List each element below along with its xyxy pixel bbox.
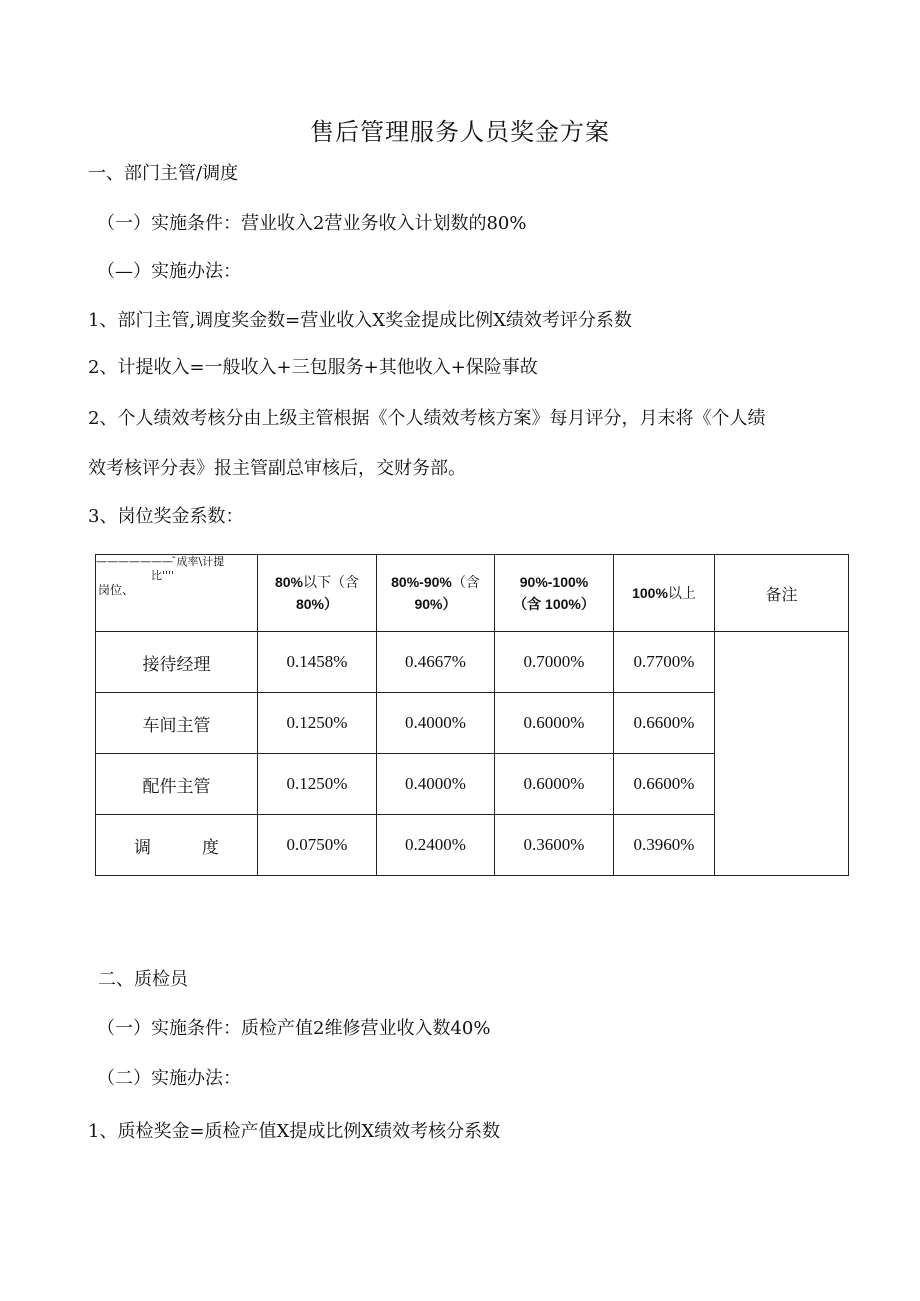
section1-item1: 1、部门主管,调度奖金数=营业收入X奖金提成比例X绩效考评分系数 [88,310,632,331]
header-col-4-bold: 100% [632,585,668,601]
table-row [96,632,849,693]
table-cell: 0.3600% [495,815,614,876]
table-cell: 0.1250% [258,754,377,815]
table-cell: 0.6600% [614,693,715,754]
table-cell: 0.6000% [495,693,614,754]
header-col-4 [614,555,715,632]
table-cell: 0.0750% [258,815,377,876]
section1-heading: 一、部门主管/调度 [88,163,239,184]
header-col-2-rest: （含 [451,574,480,590]
header-col-4-rest: 以上 [667,585,696,601]
section2-heading: 二、质检员 [98,969,188,990]
header-col-2-bold: 80%-90% [391,574,452,590]
corner-bottom-label: 岗位、 [98,583,135,597]
header-col-3-line2: （含 100%） [513,596,595,612]
header-col-2 [377,555,495,632]
table-cell: 0.3960% [614,815,715,876]
header-col-1 [258,555,377,632]
page-title: 售后管理服务人员奖金方案 [310,118,610,146]
section2-method-heading: （二）实施办法： [97,1068,241,1089]
bonus-coefficient-table [95,554,849,876]
section1-method-heading: （—）实施办法： [97,261,241,282]
corner-top-label: ——————— ̄成率\计提 [96,555,225,568]
row-position: 接待经理 [96,632,258,693]
section1-item2: 2、计提收入=一般收入+三包服务+其他收入+保险事故 [88,357,538,378]
header-col-3-bold: 90%-100% [519,574,589,590]
table-corner-header [96,555,258,632]
table-cell: 0.4667% [377,632,495,693]
row-position: 调 度 [96,815,258,876]
notes-cell [715,632,849,876]
table-cell: 0.1458% [258,632,377,693]
header-col-1-bold: 80% [274,574,304,590]
header-col-2-line2: 90%） [414,596,457,612]
section2-condition: （一）实施条件：质检产值2维修营业收入数40% [97,1018,491,1039]
row-position: 配件主管 [96,754,258,815]
table-cell: 0.6600% [614,754,715,815]
table-cell: 0.4000% [377,754,495,815]
header-col-1-line2: 80%） [295,596,339,612]
table-cell: 0.7000% [495,632,614,693]
table-cell: 0.1250% [258,693,377,754]
row-position: 车间主管 [96,693,258,754]
table-cell: 0.2400% [377,815,495,876]
section1-item4: 3、岗位奖金系数： [88,506,244,527]
table-cell: 0.4000% [377,693,495,754]
section2-item1: 1、质检奖金=质检产值X提成比例X绩效考核分系数 [88,1121,501,1142]
header-col-1-rest: 以下（含 [303,574,360,590]
table-header-row [96,555,849,632]
section1-condition: （一）实施条件：营业收入2营业务收入计划数的80% [97,213,527,234]
section1-item3-line2: 效考核评分表》报主管副总审核后，交财务部。 [88,458,466,479]
table-cell: 0.6000% [495,754,614,815]
table-cell: 0.7700% [614,632,715,693]
header-col-3 [495,555,614,632]
header-notes: 备注 [715,555,849,632]
section1-item3-line1: 2、个人绩效考核分由上级主管根据《个人绩效考核方案》每月评分，月末将《个人绩 [88,408,766,429]
corner-top-label-2: 比'''' [151,569,175,582]
